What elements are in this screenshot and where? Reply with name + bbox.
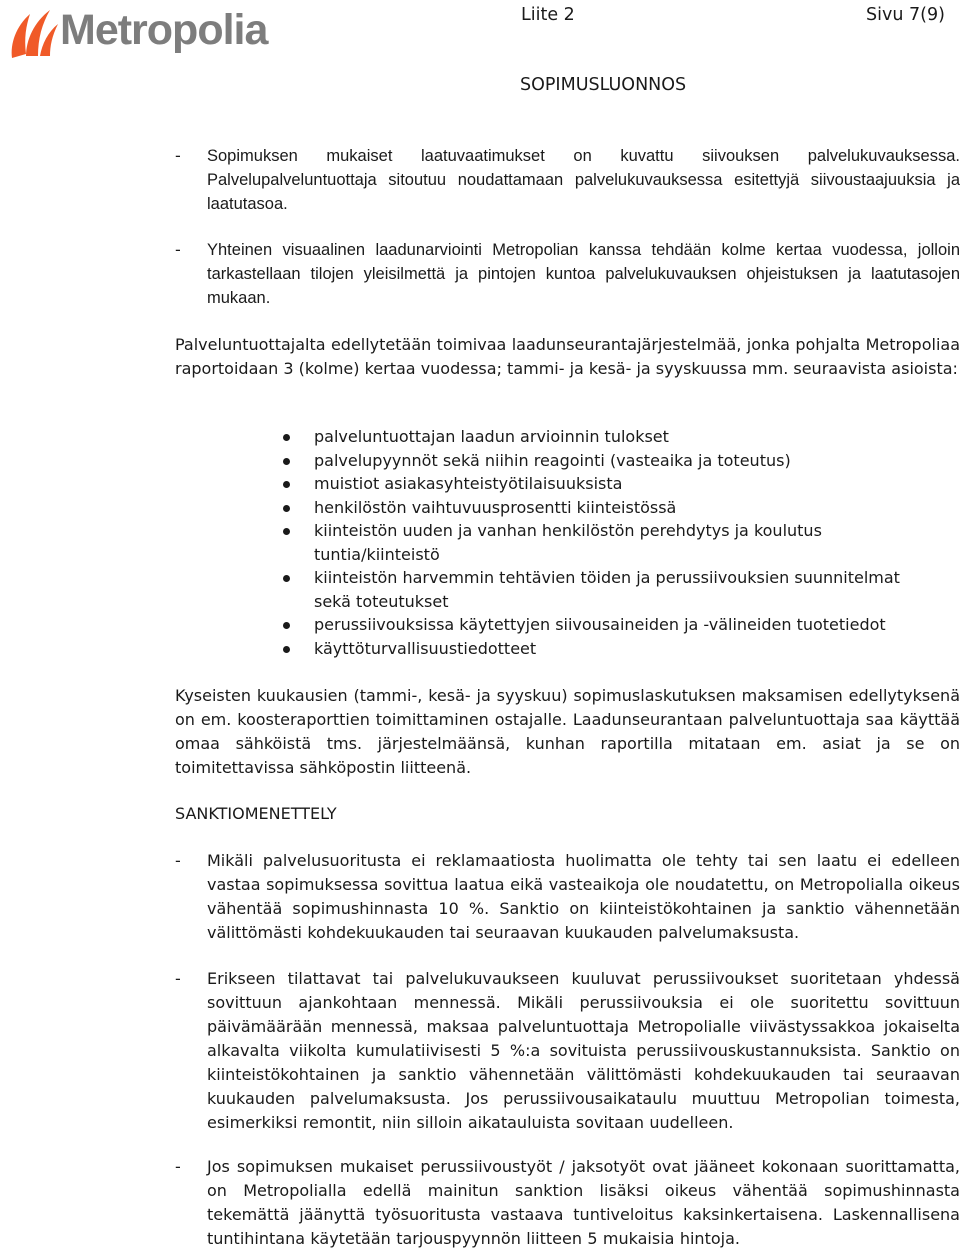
list-item <box>0 566 960 613</box>
reporting-paragraph: Palveluntuottajalta edellytetään toimivaa laadunseurantajärjestelmää, jonka pohjalta Metropoliaa raportoidaan 3 (kolme) kertaa vuodessa; tammi- ja kesä- ja syyskuussa mm. seuraavista asioista: <box>175 335 960 378</box>
sanction-item-unperformed <box>175 1155 960 1251</box>
bullet-icon <box>283 528 290 535</box>
dash-marker: - <box>175 1157 181 1176</box>
sanction-item-quality <box>175 849 960 945</box>
draft-label: SOPIMUSLUONNOS <box>520 75 687 95</box>
list-item <box>0 613 960 637</box>
list-item <box>0 637 960 661</box>
bullet-icon <box>283 458 290 465</box>
bullet-icon <box>283 481 290 488</box>
sanction-item-deep-cleaning <box>175 967 960 1135</box>
visual-evaluation-text: Yhteinen visuaalinen laadunarviointi Metropolian kanssa tehdään kolme kertaa vuodessa, jolloin tarkastellaan tilojen yleisilmettä ja pintojen kuntoa palvelukuvauksen ohjeistuksen ja laatutasojen mukaan. <box>207 241 960 307</box>
list-item-text: muistiot asiakasyhteistyötilaisuuksista <box>314 474 623 493</box>
metropolia-flame-icon <box>6 4 62 62</box>
bullet-icon <box>283 575 290 582</box>
logo-wordmark: Metropolia <box>60 6 268 54</box>
dash-marker: - <box>175 240 181 259</box>
bullet-icon <box>283 622 290 629</box>
list-item <box>0 519 960 566</box>
list-item-text: kiinteistön harvemmin tehtävien töiden ja perussiivouksien suunnitelmat sekä toteutukset <box>314 568 900 611</box>
list-item-text: henkilöstön vaihtuvuusprosentti kiinteistössä <box>314 497 677 517</box>
list-item <box>0 425 960 449</box>
report-topics-list <box>0 425 960 660</box>
dash-marker: - <box>175 851 181 870</box>
quality-requirements-item <box>175 144 960 216</box>
bullet-icon <box>283 646 290 653</box>
list-item <box>0 449 960 473</box>
list-item-text: perussiivouksissa käytettyjen siivousaineiden ja -välineiden tuotetiedot <box>314 615 886 634</box>
metropolia-logo <box>6 4 276 62</box>
quality-requirements-text: Sopimuksen mukaiset laatuvaatimukset on kuvattu siivouksen palvelukuvauksessa. Palvelupalveluntuottaja sitoutuu noudattamaan palvelukuvauksessa esitettyjä siivoustaajuuksia ja laatutasoa. <box>207 147 960 213</box>
section-heading: SANKTIOMENETTELY <box>175 804 337 823</box>
invoicing-paragraph: Kyseisten kuukausien (tammi-, kesä- ja syyskuu) sopimuslaskutuksen maksamisen edellytyksenä on em. koosteraporttien toimittaminen ostajalle. Laadunseurantaan palveluntuottaja saa käyttää omaa sähköistä tms. järjestelmäänsä, kunhan raportilla mitataan em. asiat ja se on toimitettavissa sähköpostin liitteenä. <box>175 686 960 777</box>
list-item-text: kiinteistön uuden ja vanhan henkilöstön perehdytys ja koulutus tuntia/kiinteistö <box>314 521 822 564</box>
dash-marker: - <box>175 146 181 165</box>
sanction-unperformed-text: Jos sopimuksen mukaiset perussiivoustyöt / jaksotyöt ovat jääneet kokonaan suorittamatta, on Metropolialla edellä mainitun sanktion lisäksi oikeus vähentää sopimushinnasta tekemättä jäänyttä työsuoritusta vastaava tuntiveloitus kaksinkertaisena. Laskennallisena tuntihintana käytetään tarjouspyynnön liitteen 5 mukaisia hintoja. <box>207 1157 960 1248</box>
list-item-text: palveluntuottajan laadun arvioinnin tulokset <box>314 427 669 446</box>
list-item-text: palvelupyynnöt sekä niihin reagointi (vasteaika ja toteutus) <box>314 450 791 470</box>
bullet-icon <box>283 434 290 441</box>
list-item <box>0 472 960 496</box>
bullet-icon <box>283 505 290 512</box>
dash-marker: - <box>175 969 181 988</box>
list-item-text: käyttöturvallisuustiedotteet <box>314 638 537 658</box>
list-item <box>0 496 960 520</box>
appendix-label: Liite 2 <box>521 5 575 25</box>
page-number: Sivu 7(9) <box>866 5 945 25</box>
sanction-deep-cleaning-text: Erikseen tilattavat tai palvelukuvaukseen kuuluvat perussiivoukset suoritetaan yhdessä sovittuun ajankohtaan mennessä. Mikäli perussiivouksia ei ole suoritettu sovittuun päivämäärään mennessä, maksaa palveluntuottaja Metropolialle viivästyssakkoa jokaiselta alkavalta viikolta kumulatiivisesti 5 %:a sovituista perussiivouskustannuksista. Sanktio on kiinteistökohtainen ja sanktio vähennetään välittömästi kohdekuukauden tai seuraavan kuukauden palvelumaksusta. Jos perussiivousaikataulu muuttuu Metropolian toimesta, esimerkiksi remontit, niin silloin aikatauluista sovitaan uudelleen. <box>207 969 960 1132</box>
visual-evaluation-item <box>175 238 960 310</box>
sanction-quality-text: Mikäli palvelusuoritusta ei reklamaatiosta huolimatta ole tehty tai sen laatu ei edelleen vastaa sopimuksessa sovittua laatua eikä vasteaikoja ole noudatettu, on Metropolialla oikeus vähentää sopimushinnasta 10 %. Sanktio on kiinteistökohtainen ja sanktio vähennetään välittömästi kohdekuukauden tai seuraavan kuukauden palvelumaksusta. <box>207 851 960 942</box>
